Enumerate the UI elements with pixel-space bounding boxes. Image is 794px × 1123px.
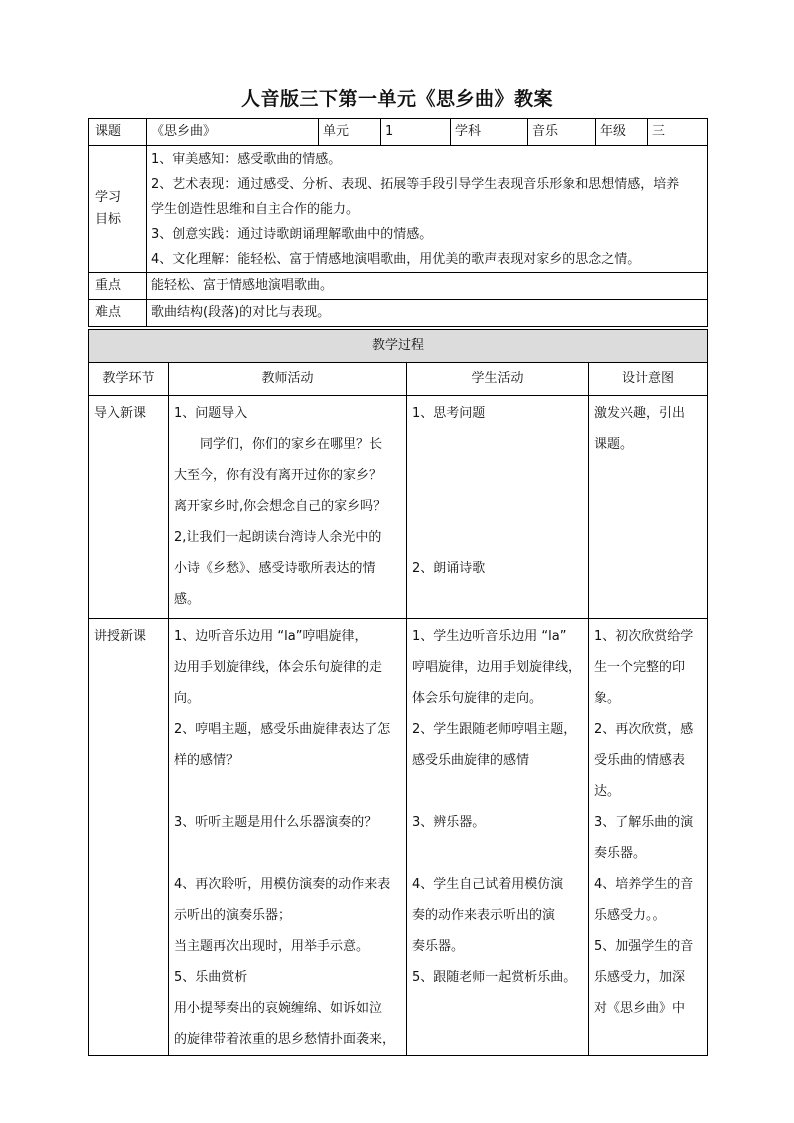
unit-value: 1 — [381, 119, 451, 146]
unit-label: 单元 — [319, 119, 381, 146]
intro-student — [407, 396, 589, 619]
text-line: 受乐曲的情感表 — [594, 753, 686, 768]
text-line: 课题。 — [594, 437, 634, 452]
course-value: 《思乡曲》 — [147, 119, 319, 146]
text-line: 2、学生跟随老师哼唱主题， — [412, 722, 577, 737]
text-line: 4、再次聆听，用模仿演奏的动作来表 — [174, 877, 391, 892]
text-line: 向。 — [174, 691, 201, 706]
text-line: 达。 — [594, 784, 621, 799]
text-line: 离开家乡时,你会想念自己的家乡吗？ — [174, 499, 387, 514]
goal-line: 学生创造性思维和自主合作的能力。 — [151, 202, 360, 217]
text-line: 4、学生自己试着用模仿演 — [412, 877, 564, 892]
text-line: 1、初次欣赏给学 — [594, 629, 694, 644]
header-intent: 设计意图 — [589, 363, 708, 396]
course-label: 课题 — [89, 119, 147, 146]
header-teacher: 教师活动 — [169, 363, 407, 396]
text-line: 5、乐曲赏析 — [174, 970, 248, 985]
text-line: 2、再次欣赏，感 — [594, 722, 694, 737]
goals-content — [147, 146, 708, 273]
intro-row — [89, 396, 708, 619]
text-line: 2,让我们一起朗读台湾诗人余光中的 — [174, 530, 382, 545]
subject-value: 音乐 — [528, 119, 596, 146]
intro-teacher — [169, 396, 407, 619]
text-line: 小诗《乡愁》、感受诗歌所表达的情 — [174, 561, 376, 576]
text-line: 对《思乡曲》中 — [594, 1001, 686, 1016]
text-line: 边用手划旋律线，体会乐句旋律的走 — [174, 660, 383, 675]
text-line: 感。 — [174, 592, 201, 607]
key-point-value: 能轻松、富于情感地演唱歌曲。 — [147, 273, 708, 300]
text-line: 3、听听主题是用什么乐器演奏的？ — [174, 815, 378, 830]
text-line: 1、学生边听音乐边用 “la” — [412, 629, 567, 644]
text-line: 1、思考问题 — [412, 406, 486, 421]
text-line: 奏乐器。 — [412, 939, 465, 954]
text-line: 2、朗诵诗歌 — [412, 561, 486, 576]
document-title: 人音版三下第一单元《思乡曲》教案 — [240, 88, 553, 110]
goals-label-line1: 学习 — [95, 190, 122, 205]
text-line: 体会乐句旋律的走向。 — [412, 691, 543, 706]
teach-stage: 讲授新课 — [89, 619, 169, 1056]
header-stage: 教学环节 — [89, 363, 169, 396]
text-line: 大至今，你有没有离开过你的家乡？ — [174, 468, 383, 483]
text-line: 3、辨乐器。 — [412, 815, 486, 830]
grade-label: 年级 — [596, 119, 648, 146]
difficult-point-value: 歌曲结构(段落)的对比与表现。 — [147, 300, 708, 327]
text-line: 5、加强学生的音 — [594, 939, 694, 954]
text-line: 乐感受力，加深 — [594, 970, 686, 985]
text-line: 乐感受力。。 — [594, 908, 666, 923]
text-line: 同学们，你们的家乡在哪里？长 — [200, 437, 383, 452]
text-line: 用小提琴奏出的哀婉缠绵、如诉如泣 — [174, 1001, 383, 1016]
teach-intent — [589, 619, 708, 1056]
key-point-row — [89, 273, 708, 300]
difficult-point-label: 难点 — [89, 300, 147, 327]
goals-label — [89, 146, 147, 273]
goals-row — [89, 146, 708, 273]
teach-teacher — [169, 619, 407, 1056]
goals-label-line2: 目标 — [95, 212, 122, 227]
text-line: 5、跟随老师一起赏析乐曲。 — [412, 970, 577, 985]
grade-value: 三 — [648, 119, 708, 146]
text-line: 当主题再次出现时，用举手示意。 — [174, 939, 370, 954]
text-line: 感受乐曲旋律的感情 — [412, 753, 530, 768]
text-line: 奏乐器。 — [594, 846, 647, 861]
intro-stage: 导入新课 — [89, 396, 169, 619]
text-line: 1、边听音乐边用 “la”哼唱旋律， — [174, 629, 368, 644]
intro-intent — [589, 396, 708, 619]
goal-line: 1、审美感知：感受歌曲的情感。 — [151, 152, 342, 167]
text-line: 哼唱旋律，边用手划旋律线， — [412, 660, 582, 675]
text-line: 2、哼唱主题，感受乐曲旋律表达了怎 — [174, 722, 391, 737]
text-line: 示听出的演奏乐器； — [174, 908, 292, 923]
info-table — [88, 118, 708, 327]
key-point-label: 重点 — [89, 273, 147, 300]
goal-line: 2、艺术表现：通过感受、分析、表现、拓展等手段引导学生表现音乐形象和思想情感，培养 — [151, 177, 680, 192]
course-row — [89, 119, 708, 146]
header-student: 学生活动 — [407, 363, 589, 396]
text-line: 1、问题导入 — [174, 406, 248, 421]
process-header-row — [89, 363, 708, 396]
text-line: 的旋律带着浓重的思乡愁情扑面袭来， — [174, 1032, 396, 1047]
text-line: 激发兴趣，引出 — [594, 406, 686, 421]
text-line: 3、了解乐曲的演 — [594, 815, 694, 830]
text-line: 4、培养学生的音 — [594, 877, 694, 892]
teach-row — [89, 619, 708, 1056]
process-banner: 教学过程 — [89, 330, 708, 363]
goal-line: 3、创意实践：通过诗歌朗诵理解歌曲中的情感。 — [151, 227, 433, 242]
teach-student — [407, 619, 589, 1056]
process-table — [88, 329, 708, 1056]
text-line: 生一个完整的印 — [594, 660, 686, 675]
difficult-point-row — [89, 300, 708, 327]
text-line: 样的感情？ — [174, 753, 240, 768]
text-line: 奏的动作来表示听出的演 — [412, 908, 556, 923]
goal-line: 4、文化理解：能轻松、富于情感地演唱歌曲，用优美的歌声表现对家乡的思念之情。 — [151, 252, 641, 267]
text-line: 象。 — [594, 691, 621, 706]
subject-label: 学科 — [451, 119, 528, 146]
